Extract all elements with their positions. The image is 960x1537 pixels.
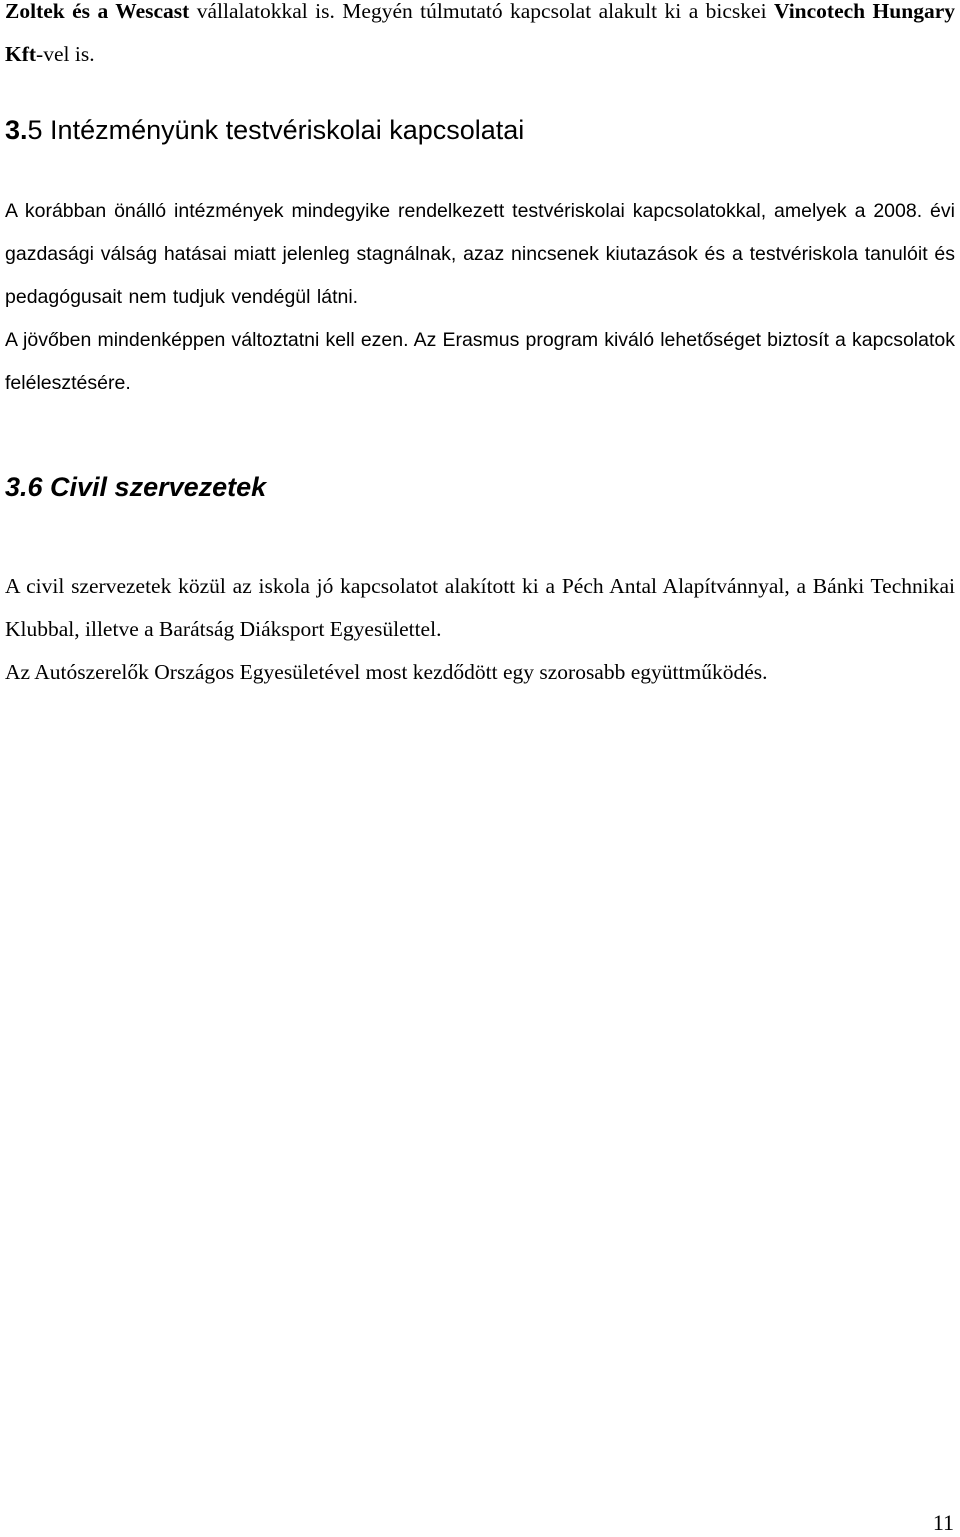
section-heading-3-5-prefix: 3.	[5, 115, 28, 145]
intro-bold-companies: Zoltek és a Wescast	[5, 0, 190, 23]
section-3-5-paragraph-2b: Az Erasmus program kiváló lehetőséget biztosít a kapcsolatok felélesztésére.	[5, 329, 955, 394]
document-page	[5, 0, 955, 694]
section-3-6-paragraph-2: Az Autószerelők Országos Egyesületével most kezdődött egy szorosabb együttműködés.	[5, 660, 768, 684]
section-3-6-paragraph-1: A civil szervezetek közül az iskola jó kapcsolatot alakított ki a Péch Antal Alapítvánnyal, a Bánki Technikai Klubbal, illetve a Barátság Diáksport Egyesülettel.	[5, 574, 955, 641]
section-heading-3-5-text: 5 Intézményünk testvériskolai kapcsolatai	[27, 115, 525, 145]
intro-bold-vincotech: Vincotech Hungary Kft	[5, 0, 955, 66]
section-heading-3-6: 3.6 Civil szervezetek	[5, 472, 267, 502]
intro-paragraph	[5, 0, 955, 76]
section-3-5-paragraph-2	[5, 319, 955, 405]
section-3-5-paragraph-2a: A jövőben mindenképpen változtatni kell ezen.	[5, 329, 409, 351]
page-number: 11	[932, 1510, 954, 1535]
intro-text-a: vállalatokkal is. Megyén túlmutató kapcsolat alakult ki a bicskei	[189, 0, 774, 23]
section-3-5-paragraph-1: A korábban önálló intézmények mindegyike rendelkezett testvériskolai kapcsolatokkal, amelyek a 2008. évi gazdasági válság hatásai miatt jelenleg stagnálnak, azaz nincsenek kiutazások és a testvériskola tanulóit és pedagógusait nem tudjuk vendégül látni.	[5, 200, 955, 308]
section-heading-3-5	[5, 112, 955, 148]
intro-text-b: -vel is.	[36, 42, 95, 66]
